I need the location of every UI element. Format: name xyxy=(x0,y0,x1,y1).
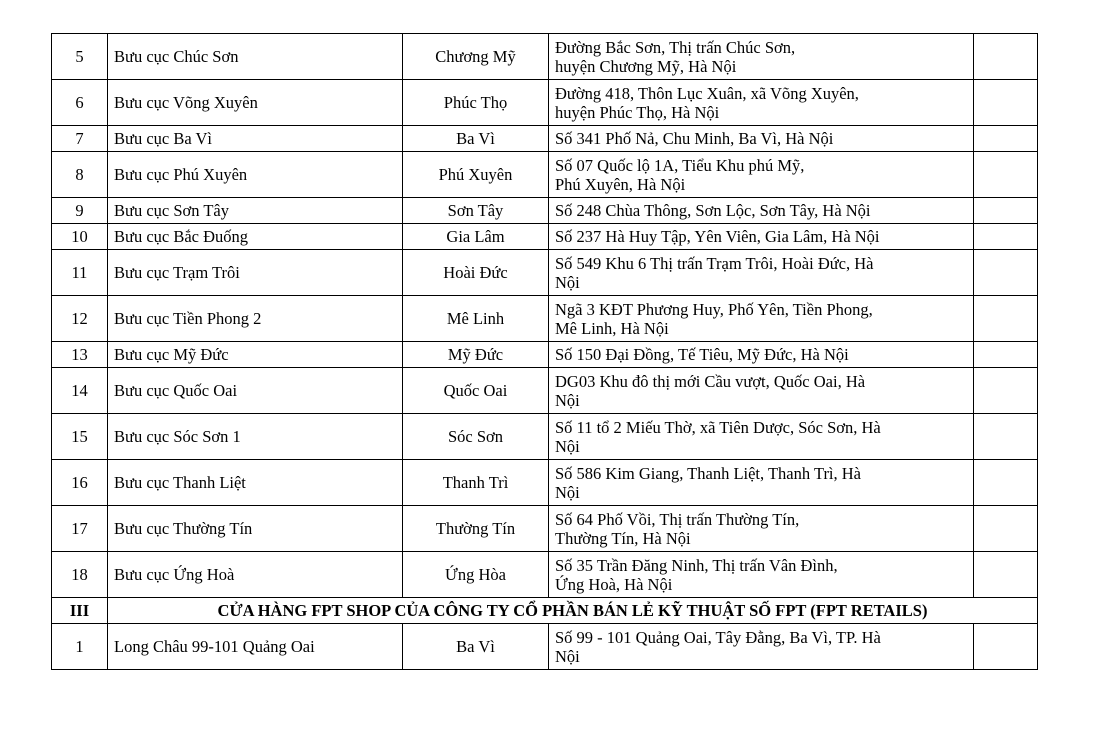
office-name: Bưu cục Mỹ Đức xyxy=(108,342,403,368)
address-line: Số 07 Quốc lộ 1A, Tiểu Khu phú Mỹ, xyxy=(555,155,805,175)
address-cell xyxy=(549,552,974,598)
table-row xyxy=(52,414,1038,460)
address-line: Số 64 Phố Vồi, Thị trấn Thường Tín, xyxy=(555,509,800,529)
table-row xyxy=(52,152,1038,198)
district-name: Ba Vì xyxy=(403,126,549,152)
address-line: Ngã 3 KĐT Phương Huy, Phố Yên, Tiền Phong, xyxy=(555,299,873,319)
address-cell xyxy=(549,126,974,152)
note-cell xyxy=(974,224,1038,250)
row-number: 6 xyxy=(52,80,108,126)
address-cell xyxy=(549,34,974,80)
address-line: Nội xyxy=(555,390,580,410)
address-cell xyxy=(549,224,974,250)
table-row xyxy=(52,624,1038,670)
row-number: 8 xyxy=(52,152,108,198)
table-row xyxy=(52,296,1038,342)
table-row xyxy=(52,126,1038,152)
office-name: Bưu cục Thường Tín xyxy=(108,506,403,552)
district-name: Mê Linh xyxy=(403,296,549,342)
address-line: Nội xyxy=(555,436,580,456)
address-line: Số 341 Phố Nả, Chu Minh, Ba Vì, Hà Nội xyxy=(555,129,834,148)
address-line: Số 99 - 101 Quảng Oai, Tây Đằng, Ba Vì, TP. Hà xyxy=(555,627,881,647)
address-cell xyxy=(549,414,974,460)
row-number: 12 xyxy=(52,296,108,342)
address-cell xyxy=(549,506,974,552)
district-name: Hoài Đức xyxy=(403,250,549,296)
address-cell xyxy=(549,624,974,670)
address-cell xyxy=(549,250,974,296)
table-row xyxy=(52,552,1038,598)
address-cell xyxy=(549,460,974,506)
address-line: Số 237 Hà Huy Tập, Yên Viên, Gia Lâm, Hà Nội xyxy=(555,227,880,246)
district-name: Quốc Oai xyxy=(403,368,549,414)
row-number: 5 xyxy=(52,34,108,80)
district-name: Ba Vì xyxy=(403,624,549,670)
district-name: Ứng Hòa xyxy=(403,552,549,598)
table-body xyxy=(52,34,1038,670)
address-line: Thường Tín, Hà Nội xyxy=(555,528,691,548)
row-number: 10 xyxy=(52,224,108,250)
address-cell xyxy=(549,296,974,342)
office-name: Bưu cục Bắc Đuống xyxy=(108,224,403,250)
note-cell xyxy=(974,624,1038,670)
table-row xyxy=(52,342,1038,368)
note-cell xyxy=(974,552,1038,598)
office-name: Bưu cục Quốc Oai xyxy=(108,368,403,414)
address-line: Nội xyxy=(555,482,580,502)
row-number: 9 xyxy=(52,198,108,224)
row-number: 13 xyxy=(52,342,108,368)
note-cell xyxy=(974,460,1038,506)
address-line: huyện Phúc Thọ, Hà Nội xyxy=(555,102,720,122)
section-title: CỬA HÀNG FPT SHOP CỦA CÔNG TY CỔ PHẦN BÁN LẺ KỸ THUẬT SỐ FPT (FPT RETAILS) xyxy=(108,598,1038,624)
district-name: Thường Tín xyxy=(403,506,549,552)
district-name: Sơn Tây xyxy=(403,198,549,224)
address-cell xyxy=(549,342,974,368)
office-name: Bưu cục Phú Xuyên xyxy=(108,152,403,198)
office-name: Bưu cục Tiền Phong 2 xyxy=(108,296,403,342)
note-cell xyxy=(974,152,1038,198)
address-cell xyxy=(549,198,974,224)
table-row xyxy=(52,368,1038,414)
note-cell xyxy=(974,414,1038,460)
section-header-row xyxy=(52,598,1038,624)
address-line: huyện Chương Mỹ, Hà Nội xyxy=(555,56,737,76)
note-cell xyxy=(974,342,1038,368)
row-number: 18 xyxy=(52,552,108,598)
note-cell xyxy=(974,34,1038,80)
address-line: Số 150 Đại Đồng, Tế Tiêu, Mỹ Đức, Hà Nội xyxy=(555,345,849,364)
note-cell xyxy=(974,126,1038,152)
table-row xyxy=(52,80,1038,126)
row-number: 11 xyxy=(52,250,108,296)
address-cell xyxy=(549,80,974,126)
address-line: Số 11 tổ 2 Miếu Thờ, xã Tiên Dược, Sóc Sơn, Hà xyxy=(555,417,881,437)
address-line: Ứng Hoà, Hà Nội xyxy=(555,574,673,594)
office-name: Bưu cục Chúc Sơn xyxy=(108,34,403,80)
note-cell xyxy=(974,368,1038,414)
table-row xyxy=(52,460,1038,506)
table-row xyxy=(52,34,1038,80)
address-line: Nội xyxy=(555,646,580,666)
district-name: Phúc Thọ xyxy=(403,80,549,126)
note-cell xyxy=(974,250,1038,296)
office-name: Bưu cục Thanh Liệt xyxy=(108,460,403,506)
address-line: Số 549 Khu 6 Thị trấn Trạm Trôi, Hoài Đức, Hà xyxy=(555,253,874,273)
note-cell xyxy=(974,80,1038,126)
table-row xyxy=(52,224,1038,250)
row-number: 16 xyxy=(52,460,108,506)
section-number: III xyxy=(52,598,108,624)
row-number: 14 xyxy=(52,368,108,414)
office-name: Long Châu 99-101 Quảng Oai xyxy=(108,624,403,670)
address-line: Mê Linh, Hà Nội xyxy=(555,318,669,338)
district-name: Thanh Trì xyxy=(403,460,549,506)
row-number: 1 xyxy=(52,624,108,670)
row-number: 7 xyxy=(52,126,108,152)
office-name: Bưu cục Ba Vì xyxy=(108,126,403,152)
table-row xyxy=(52,198,1038,224)
row-number: 17 xyxy=(52,506,108,552)
address-line: Số 586 Kim Giang, Thanh Liệt, Thanh Trì, Hà xyxy=(555,463,862,483)
office-name: Bưu cục Sóc Sơn 1 xyxy=(108,414,403,460)
table-row xyxy=(52,506,1038,552)
table-row xyxy=(52,250,1038,296)
row-number: 15 xyxy=(52,414,108,460)
address-line: Đường 418, Thôn Lục Xuân, xã Võng Xuyên, xyxy=(555,83,859,103)
address-line: Đường Bắc Sơn, Thị trấn Chúc Sơn, xyxy=(555,37,796,57)
office-name: Bưu cục Ứng Hoà xyxy=(108,552,403,598)
address-line: DG03 Khu đô thị mới Cầu vượt, Quốc Oai, Hà xyxy=(555,371,866,391)
district-name: Sóc Sơn xyxy=(403,414,549,460)
note-cell xyxy=(974,198,1038,224)
address-line: Số 248 Chùa Thông, Sơn Lộc, Sơn Tây, Hà Nội xyxy=(555,201,871,220)
address-line: Phú Xuyên, Hà Nội xyxy=(555,174,686,194)
location-table xyxy=(51,33,1038,670)
office-name: Bưu cục Trạm Trôi xyxy=(108,250,403,296)
address-cell xyxy=(549,368,974,414)
office-name: Bưu cục Võng Xuyên xyxy=(108,80,403,126)
address-line: Số 35 Trần Đăng Ninh, Thị trấn Vân Đình, xyxy=(555,555,838,575)
note-cell xyxy=(974,296,1038,342)
district-name: Mỹ Đức xyxy=(403,342,549,368)
district-name: Chương Mỹ xyxy=(403,34,549,80)
note-cell xyxy=(974,506,1038,552)
district-name: Gia Lâm xyxy=(403,224,549,250)
address-line: Nội xyxy=(555,272,580,292)
district-name: Phú Xuyên xyxy=(403,152,549,198)
address-cell xyxy=(549,152,974,198)
office-name: Bưu cục Sơn Tây xyxy=(108,198,403,224)
